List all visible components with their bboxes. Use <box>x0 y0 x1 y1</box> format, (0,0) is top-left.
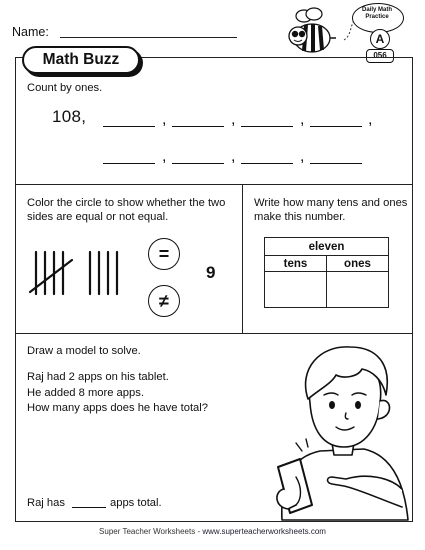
answer-blank[interactable] <box>241 163 293 164</box>
answer-blank[interactable] <box>172 126 224 127</box>
answer-blank[interactable] <box>103 126 155 127</box>
answer-blank[interactable] <box>241 126 293 127</box>
divider <box>242 184 243 333</box>
tens-header: tens <box>265 256 327 272</box>
compare-number: 9 <box>206 263 216 282</box>
worksheet-number: 056 <box>366 49 394 63</box>
tens-answer-cell[interactable] <box>265 272 327 308</box>
answer-blank[interactable] <box>72 507 106 508</box>
ones-header: ones <box>326 256 388 272</box>
problem-line-1: Raj had 2 apps on his tablet. <box>27 371 169 383</box>
answer-blank[interactable] <box>310 163 362 164</box>
comma: , <box>231 111 236 128</box>
count-instruction: Count by ones. <box>27 82 103 94</box>
divider <box>15 333 412 334</box>
comma: , <box>300 111 305 128</box>
comma: , <box>162 111 167 128</box>
compare-instruction: Color the circle to show whether the two sides are equal or not equal. <box>27 197 226 223</box>
page-title: Math Buzz <box>22 46 140 74</box>
count-start: 108, <box>52 107 87 126</box>
model-instruction: Draw a model to solve. <box>27 345 141 357</box>
ones-answer-cell[interactable] <box>326 272 388 308</box>
level-badge: A <box>370 29 390 49</box>
comma: , <box>300 148 305 165</box>
tens-ones-instruction: Write how many tens and ones make this number. <box>254 197 408 223</box>
comma: , <box>231 148 236 165</box>
footer-url[interactable]: www.superteacherworksheets.com <box>202 527 326 536</box>
divider <box>15 184 412 185</box>
tally-marks <box>28 246 128 304</box>
footer-separator: - <box>195 527 203 536</box>
footer <box>0 527 425 536</box>
comma: , <box>162 148 167 165</box>
badge-text: Daily Math Practice <box>361 7 392 20</box>
answer-blank[interactable] <box>172 163 224 164</box>
name-field-line[interactable] <box>60 37 237 38</box>
tens-ones-table <box>264 237 389 308</box>
comma: , <box>368 111 373 128</box>
answer-blank[interactable] <box>310 126 362 127</box>
not-equal-circle[interactable]: ≠ <box>148 285 180 317</box>
problem-line-3: How many apps does he have total? <box>27 402 208 414</box>
answer-blank[interactable] <box>103 163 155 164</box>
footer-site: Super Teacher Worksheets <box>99 527 196 536</box>
answer-prefix: Raj has <box>27 497 65 509</box>
answer-suffix: apps total. <box>110 497 162 509</box>
name-label: Name: <box>12 25 49 39</box>
problem-line-2: He added 8 more apps. <box>27 387 144 399</box>
boy-with-tablet-illustration <box>262 339 412 521</box>
number-word: eleven <box>265 238 389 256</box>
equal-circle[interactable]: = <box>148 238 180 270</box>
